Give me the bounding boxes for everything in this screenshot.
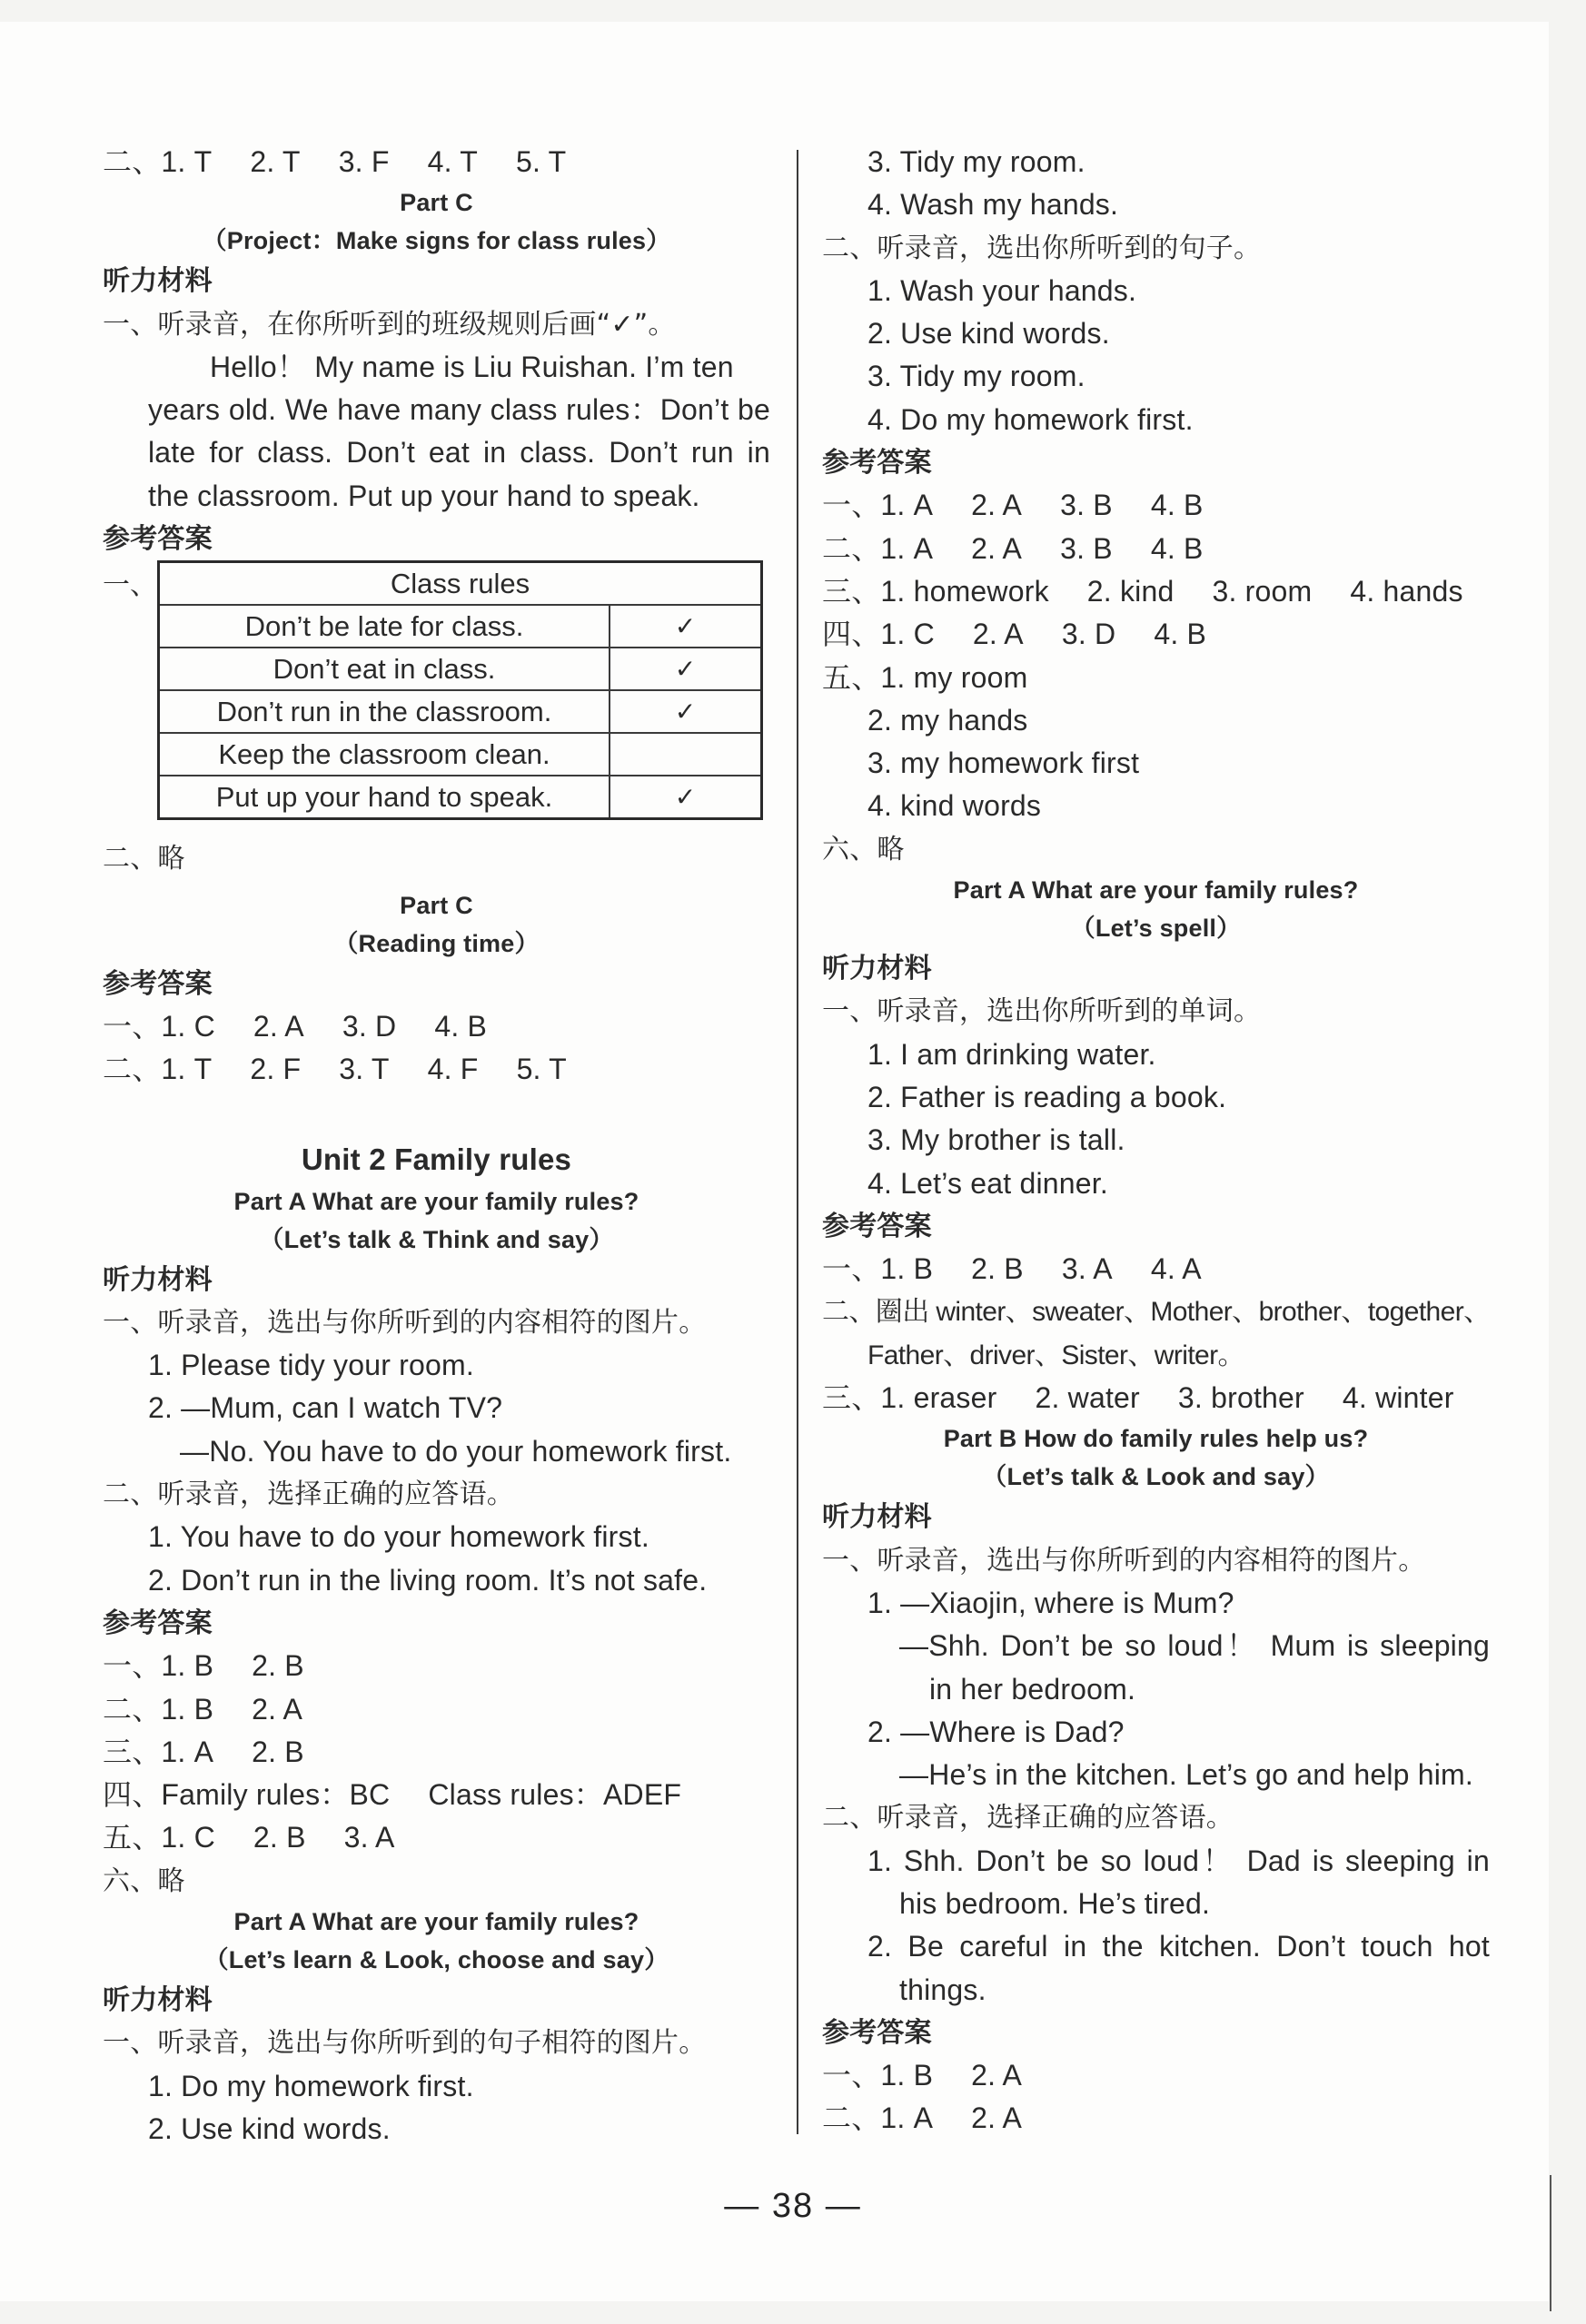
listening-label: 听力材料 [103, 1984, 213, 2017]
answer-line: 三、1. A 2. B [103, 1735, 304, 1768]
question-item: 2. Be careful in the kitchen. Don’t touch hot [867, 1930, 1490, 1963]
rule-cell: Don’t run in the classroom. [159, 690, 610, 733]
rule-cell: Keep the classroom clean. [159, 733, 610, 776]
page-number-value: 38 [771, 2187, 815, 2225]
section-subtitle: （Let’s talk & Look and say） [982, 1463, 1330, 1491]
question-item: 1. You have to do your homework first. [148, 1520, 649, 1554]
answers-label: 参考答案 [822, 1210, 932, 1242]
table-header: Class rules [159, 562, 762, 606]
question-item: 1. I am drinking water. [867, 1037, 1156, 1071]
section-title: Part A What are your family rules? [233, 1908, 639, 1936]
listening-label: 听力材料 [822, 953, 932, 985]
answer-line: 一、1. B 2. B 3. A 4. A [822, 1252, 1202, 1286]
answer-line: 四、Family rules：BC Class rules：ADEF [103, 1778, 682, 1812]
rule-cell: Put up your hand to speak. [159, 776, 610, 819]
question-item: 1. —Xiaojin, where is Mum? [867, 1586, 1234, 1619]
question-item: 3. Tidy my room. [867, 360, 1085, 393]
check-cell-empty [610, 733, 762, 776]
page-number [0, 2187, 1586, 2226]
answers-label: 参考答案 [822, 2016, 932, 2049]
answer-line: 一、1. A 2. A 3. B 4. B [822, 489, 1204, 522]
column-divider [797, 150, 798, 2134]
question-item: 3. Tidy my room. [867, 145, 1085, 178]
question-item: —He’s in the kitchen. Let’s go and help him. [899, 1758, 1473, 1792]
passage-line: the classroom. Put up your hand to speak. [148, 479, 700, 512]
question-item: 1. Do my homework first. [148, 2069, 474, 2102]
section-title: Part B How do family rules help us? [943, 1425, 1369, 1453]
section-subtitle: （Let’s spell） [1070, 915, 1242, 943]
left-column [103, 141, 770, 2151]
question-instruction: 二、听录音，选出你所听到的句子。 [822, 232, 1262, 264]
question-instruction: 二、听录音，选择正确的应答语。 [103, 1478, 514, 1511]
passage-line: late for class. Don’t eat in class. Don’t run in [148, 436, 770, 470]
question-instruction: 二、听录音，选择正确的应答语。 [822, 1802, 1234, 1834]
answers-label: 参考答案 [103, 523, 213, 556]
page-dash-left: — [724, 2187, 772, 2225]
right-column [822, 141, 1490, 2141]
table-prefix: 一、 [103, 569, 157, 602]
question-item: 2. Use kind words. [867, 317, 1110, 351]
question-item: in her bedroom. [929, 1672, 1136, 1706]
answer-line: 3. my homework first [867, 747, 1140, 780]
answer-line: 五、1. C 2. B 3. A [103, 1821, 395, 1854]
answer-line: 六、略 [822, 833, 905, 865]
answer-line: 六、略 [103, 1864, 185, 1897]
answer-line: Father、driver、Sister、writer。 [867, 1340, 1244, 1370]
answer-line: 4. kind words [867, 789, 1042, 823]
answer-line: 五、1. my room [822, 660, 1028, 694]
check-mark-icon: ✓ [610, 690, 762, 733]
answer-line: 二、圈出 winter、sweater、Mother、brother、together、 [822, 1297, 1491, 1328]
question-item: 4. Do my homework first. [867, 402, 1194, 436]
listening-label: 听力材料 [103, 1263, 213, 1296]
answer-line: 三、1. eraser 2. water 3. brother 4. winter [822, 1381, 1454, 1415]
table-row [159, 690, 762, 733]
question-item: —No. You have to do your homework first. [180, 1434, 732, 1468]
page-dash-right: — [814, 2187, 862, 2225]
check-mark-icon: ✓ [610, 605, 762, 648]
section-title: Part A What are your family rules? [233, 1187, 639, 1215]
answer-line: 四、1. C 2. A 3. D 4. B [822, 618, 1207, 651]
class-rules-table-block [103, 560, 770, 837]
table-row [159, 605, 762, 648]
question-item: —Shh. Don’t be so loud！ Mum is sleeping [899, 1629, 1490, 1663]
section-title: Part C [400, 891, 473, 919]
section-subtitle: （Let’s learn & Look, choose and say） [203, 1946, 669, 1974]
question-instruction: 一、听录音，选出与你所听到的内容相符的图片。 [822, 1544, 1426, 1577]
section-title: Part A What are your family rules? [953, 876, 1359, 905]
question-item: 1. Wash your hands. [867, 273, 1137, 307]
answers-label: 参考答案 [103, 967, 213, 1000]
question-item: 3. My brother is tall. [867, 1123, 1125, 1157]
answer-line: 二、1. B 2. A [103, 1692, 303, 1726]
answer-line: 二、1. T 2. F 3. T 4. F 5. T [103, 1053, 567, 1086]
section-title: Part C [400, 189, 473, 217]
rule-cell: Don’t eat in class. [159, 648, 610, 690]
answer-line: 二、略 [103, 843, 185, 875]
question-instruction: 一、听录音，选出你所听到的单词。 [822, 995, 1262, 1028]
table-header-row [159, 562, 762, 606]
question-item: 2. —Where is Dad? [867, 1715, 1125, 1748]
table-row [159, 648, 762, 690]
table-row [159, 776, 762, 819]
spacer [103, 1092, 770, 1137]
answer-line: 一、1. C 2. A 3. D 4. B [103, 1009, 488, 1043]
question-item: 2. —Mum, can I watch TV? [148, 1391, 503, 1425]
question-item: 4. Let’s eat dinner. [867, 1166, 1108, 1200]
answer-line: 三、1. homework 2. kind 3. room 4. hands [822, 574, 1463, 608]
answers-label: 参考答案 [822, 447, 932, 480]
answer-line: 一、1. B 2. B [103, 1649, 304, 1683]
section-subtitle: （Project：Make signs for class rules） [202, 227, 671, 255]
section-subtitle: （Let’s talk & Think and say） [259, 1225, 614, 1253]
question-item: his bedroom. He’s tired. [899, 1886, 1211, 1920]
question-item: 2. Use kind words. [148, 2111, 391, 2145]
unit-title: Unit 2 Family rules [301, 1142, 572, 1176]
rule-cell: Don’t be late for class. [159, 605, 610, 648]
answer-line: 一、1. B 2. A [822, 2059, 1023, 2092]
table-row [159, 733, 762, 776]
question-item: 2. Father is reading a book. [867, 1080, 1227, 1113]
question-instruction: 一、听录音，选出与你所听到的句子相符的图片。 [103, 2027, 707, 2060]
question-item: 2. Don’t run in the living room. It’s not safe. [148, 1563, 708, 1597]
question-instruction: 一、听录音，在你所听到的班级规则后画“✓”。 [103, 308, 676, 341]
passage-line: Hello！ My name is Liu Ruishan. I’m ten [210, 350, 734, 383]
question-item: 4. Wash my hands. [867, 188, 1119, 222]
check-mark-icon: ✓ [610, 648, 762, 690]
question-item: 1. Shh. Don’t be so loud！ Dad is sleeping in [867, 1844, 1490, 1877]
answer-line: 二、1. A 2. A 3. B 4. B [822, 531, 1204, 565]
answer-line: 2. my hands [867, 703, 1028, 737]
class-rules-table [157, 560, 763, 820]
answers-label: 参考答案 [103, 1607, 213, 1639]
passage-line: years old. We have many class rules：Don’t be [148, 393, 770, 427]
listening-label: 听力材料 [103, 265, 213, 298]
listening-label: 听力材料 [822, 1501, 932, 1534]
question-item: things. [899, 1973, 986, 2006]
answer-line: 二、1. T 2. T 3. F 4. T 5. T [103, 145, 567, 178]
check-mark-icon: ✓ [610, 776, 762, 819]
question-item: 1. Please tidy your room. [148, 1349, 474, 1382]
question-instruction: 一、听录音，选出与你所听到的内容相符的图片。 [103, 1306, 707, 1339]
answer-line: 二、1. A 2. A [822, 2101, 1023, 2135]
section-subtitle: （Reading time） [333, 929, 540, 957]
